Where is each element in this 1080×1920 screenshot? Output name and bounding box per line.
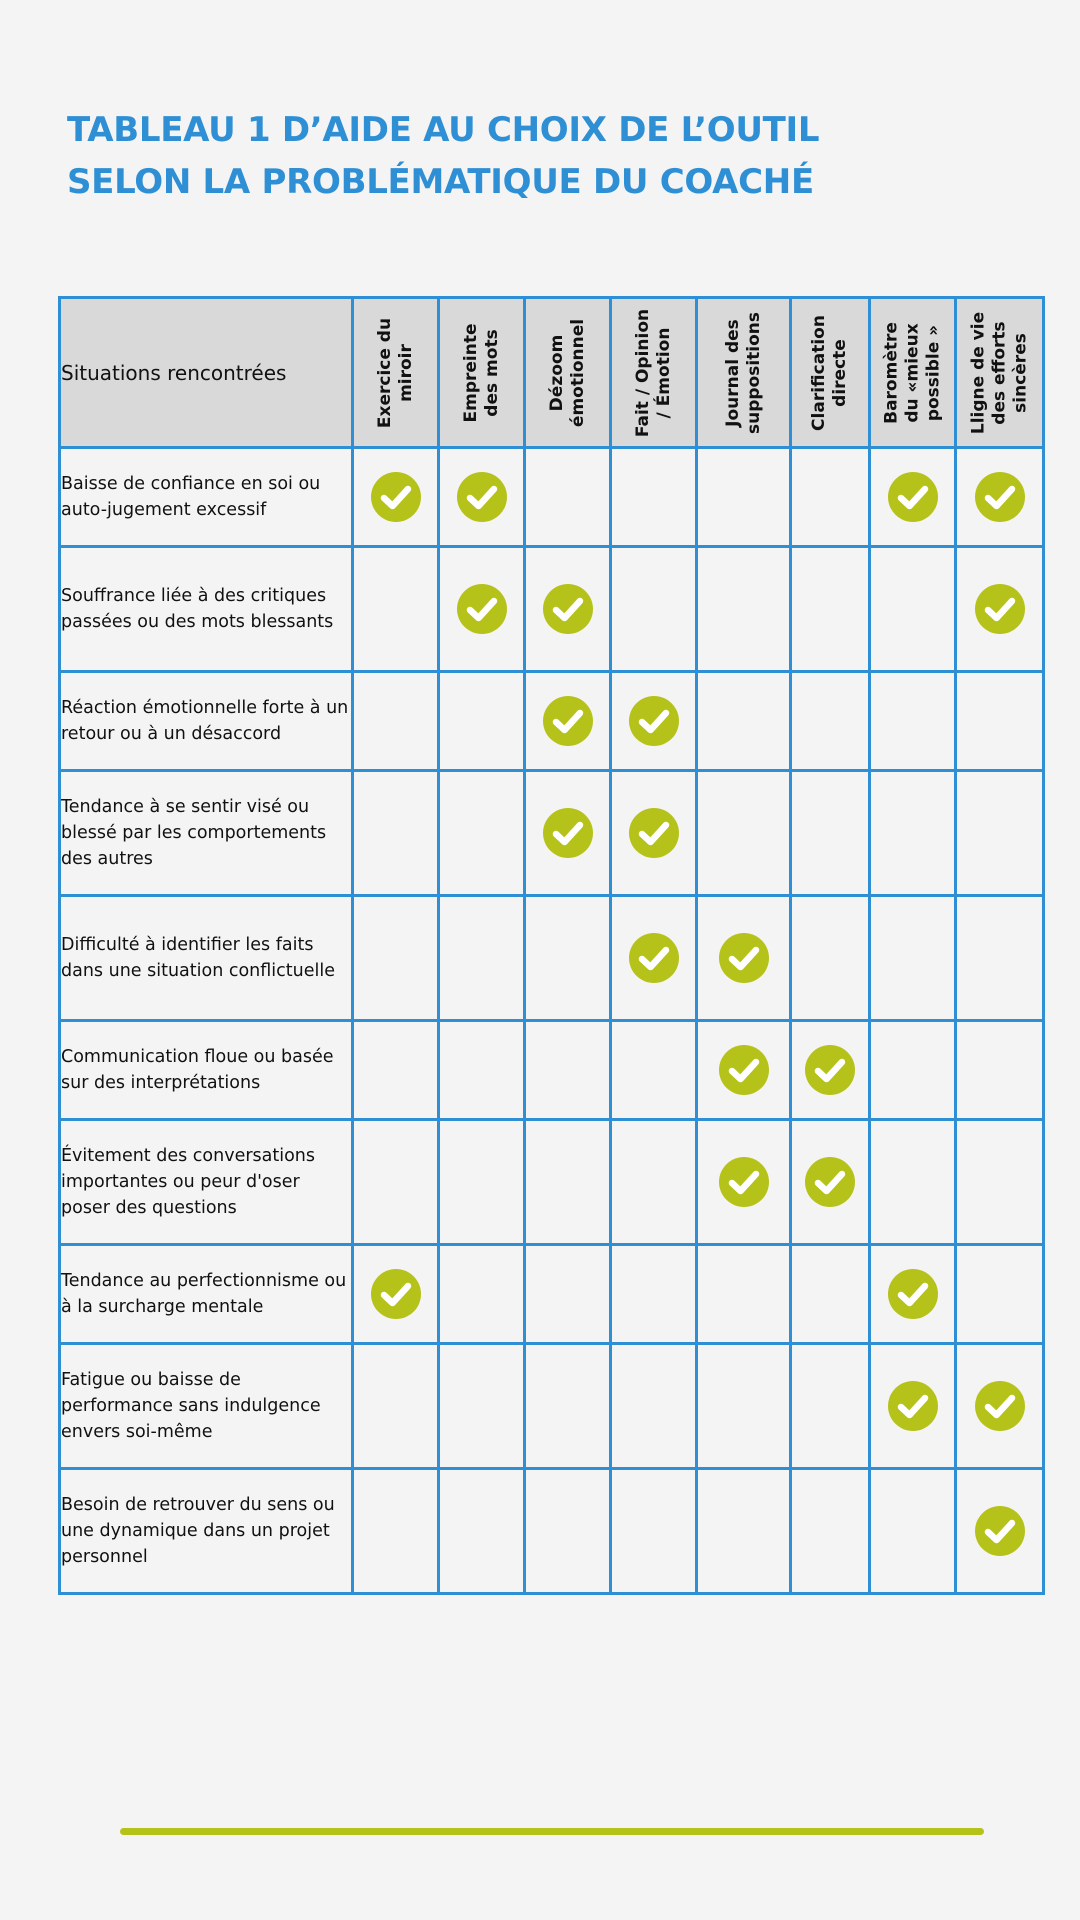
tool-cell [353, 771, 439, 896]
table-row [60, 547, 1044, 672]
situation-cell: Baisse de confiance en soi ou auto-jugement excessif [60, 448, 353, 547]
tool-cell [525, 1021, 611, 1120]
tool-cell [353, 547, 439, 672]
tool-cell [611, 547, 697, 672]
tool-cell [870, 896, 956, 1021]
tool-column-header [956, 298, 1044, 448]
tool-cell [353, 896, 439, 1021]
tool-header-label: Exercice du miroir [374, 317, 416, 428]
check-circle-icon [457, 472, 507, 522]
tool-cell [439, 896, 525, 1021]
tool-cell [956, 448, 1044, 547]
tool-cell [956, 1021, 1044, 1120]
tool-cell [611, 1245, 697, 1344]
tool-column-header [697, 298, 791, 448]
check-circle-icon [371, 1269, 421, 1319]
tool-cell [353, 1120, 439, 1245]
tool-cell [439, 1245, 525, 1344]
situation-cell: Difficulté à identifier les faits dans une situation conflictuelle [60, 896, 353, 1021]
situation-cell: Fatigue ou baisse de performance sans indulgence envers soi-même [60, 1344, 353, 1469]
tool-cell [611, 1120, 697, 1245]
tool-column-header [870, 298, 956, 448]
tool-cell [791, 547, 870, 672]
tool-cell [611, 771, 697, 896]
tool-cell [791, 448, 870, 547]
tool-cell [791, 1245, 870, 1344]
tool-cell [525, 896, 611, 1021]
tool-cell [611, 896, 697, 1021]
tool-cell [956, 896, 1044, 1021]
check-circle-icon [543, 584, 593, 634]
situation-cell: Tendance à se sentir visé ou blessé par les comportements des autres [60, 771, 353, 896]
tool-cell [697, 1120, 791, 1245]
tool-cell [525, 547, 611, 672]
tool-cell [697, 448, 791, 547]
table-row [60, 448, 1044, 547]
check-circle-icon [629, 933, 679, 983]
check-circle-icon [975, 1381, 1025, 1431]
tool-header-label: Dézoom émotionnel [546, 318, 588, 427]
tool-header-label: Fait / Opinion / Émotion [632, 308, 674, 437]
check-circle-icon [719, 933, 769, 983]
tool-cell [525, 672, 611, 771]
tool-cell [870, 448, 956, 547]
tool-cell [870, 1120, 956, 1245]
table-row [60, 1021, 1044, 1120]
tool-cell [956, 771, 1044, 896]
page-title-line-2: SELON LA PROBLÉMATIQUE DU COACHÉ [67, 162, 814, 202]
tool-cell [956, 1469, 1044, 1594]
situation-cell: Réaction émotionnelle forte à un retour ou à un désaccord [60, 672, 353, 771]
page-title [67, 104, 967, 208]
tool-cell [611, 1469, 697, 1594]
tool-cell [870, 1021, 956, 1120]
tool-cell [353, 1344, 439, 1469]
tool-cell [439, 1120, 525, 1245]
tool-cell [611, 1021, 697, 1120]
tool-cell [791, 1469, 870, 1594]
bottom-accent-bar [120, 1828, 984, 1835]
check-circle-icon [888, 1269, 938, 1319]
tool-cell [525, 1245, 611, 1344]
tool-cell [956, 1120, 1044, 1245]
table-row [60, 672, 1044, 771]
situations-column-header: Situations rencontrées [60, 298, 353, 448]
tool-cell [697, 672, 791, 771]
tool-cell [870, 672, 956, 771]
tool-column-header [353, 298, 439, 448]
table-header-row [60, 298, 1044, 448]
tool-cell [439, 771, 525, 896]
situation-cell: Évitement des conversations importantes ou peur d'oser poser des questions [60, 1120, 353, 1245]
tool-cell [353, 1245, 439, 1344]
check-circle-icon [888, 472, 938, 522]
tool-cell [791, 672, 870, 771]
check-circle-icon [805, 1157, 855, 1207]
situation-cell: Tendance au perfectionnisme ou à la surcharge mentale [60, 1245, 353, 1344]
tool-cell [439, 547, 525, 672]
table-row [60, 1469, 1044, 1594]
tool-cell [956, 1344, 1044, 1469]
tool-column-header [791, 298, 870, 448]
tool-cell [870, 1245, 956, 1344]
table-row [60, 771, 1044, 896]
tool-cell [525, 1120, 611, 1245]
tool-header-label: Journal des suppositions [722, 311, 764, 434]
tool-cell [870, 1344, 956, 1469]
tool-cell [611, 1344, 697, 1469]
tool-column-header [525, 298, 611, 448]
table-body [60, 448, 1044, 1594]
situation-cell: Besoin de retrouver du sens ou une dynamique dans un projet personnel [60, 1469, 353, 1594]
tool-cell [697, 771, 791, 896]
tool-choice-table [58, 296, 1045, 1595]
situation-cell: Souffrance liée à des critiques passées ou des mots blessants [60, 547, 353, 672]
tool-cell [439, 1469, 525, 1594]
tool-cell [697, 1344, 791, 1469]
check-circle-icon [719, 1045, 769, 1095]
tool-cell [697, 896, 791, 1021]
check-circle-icon [457, 584, 507, 634]
tool-cell [439, 1344, 525, 1469]
situation-cell: Communication floue ou basée sur des interprétations [60, 1021, 353, 1120]
check-circle-icon [975, 1506, 1025, 1556]
tool-cell [791, 1120, 870, 1245]
tool-cell [439, 672, 525, 771]
tool-cell [353, 672, 439, 771]
tool-cell [353, 1469, 439, 1594]
tool-cell [956, 672, 1044, 771]
tool-cell [525, 1469, 611, 1594]
tool-column-header [439, 298, 525, 448]
check-circle-icon [975, 584, 1025, 634]
tool-cell [439, 448, 525, 547]
tool-cell [353, 448, 439, 547]
tool-cell [697, 1021, 791, 1120]
tool-column-header [611, 298, 697, 448]
tool-cell [353, 1021, 439, 1120]
tool-header-label: Baromètre du «mieux possible » [881, 321, 943, 424]
tool-cell [525, 1344, 611, 1469]
table-row [60, 1245, 1044, 1344]
tool-cell [697, 1469, 791, 1594]
tool-cell [956, 547, 1044, 672]
tool-cell [697, 1245, 791, 1344]
check-circle-icon [629, 696, 679, 746]
check-circle-icon [805, 1045, 855, 1095]
tool-cell [870, 1469, 956, 1594]
page-title-line-1: TABLEAU 1 D’AIDE AU CHOIX DE L’OUTIL [67, 110, 820, 150]
table-row [60, 896, 1044, 1021]
tool-cell [611, 448, 697, 547]
check-circle-icon [543, 808, 593, 858]
tool-header-label: Empreinte des mots [460, 323, 502, 422]
table-row [60, 1344, 1044, 1469]
tool-cell [791, 771, 870, 896]
tool-cell [791, 1344, 870, 1469]
check-circle-icon [543, 696, 593, 746]
check-circle-icon [719, 1157, 769, 1207]
tool-cell [791, 896, 870, 1021]
tool-header-label: Lligne de vie des efforts sincères [968, 311, 1030, 434]
table-row [60, 1120, 1044, 1245]
check-circle-icon [888, 1381, 938, 1431]
tool-cell [870, 771, 956, 896]
tool-header-label: Clarification directe [809, 314, 850, 431]
tool-cell [525, 448, 611, 547]
tool-cell [870, 547, 956, 672]
tool-cell [611, 672, 697, 771]
check-circle-icon [371, 472, 421, 522]
tool-cell [439, 1021, 525, 1120]
check-circle-icon [975, 472, 1025, 522]
check-circle-icon [629, 808, 679, 858]
tool-cell [697, 547, 791, 672]
tool-cell [791, 1021, 870, 1120]
tool-cell [525, 771, 611, 896]
tool-cell [956, 1245, 1044, 1344]
